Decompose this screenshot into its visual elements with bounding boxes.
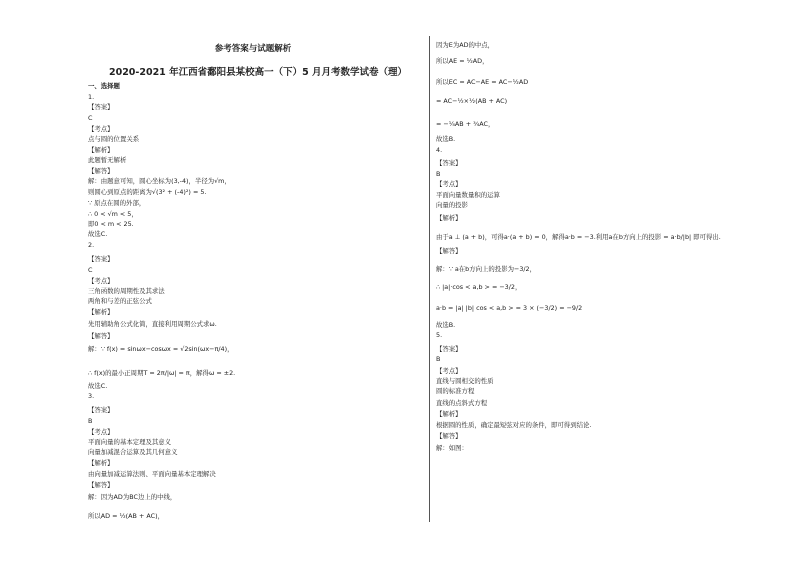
page-title: 参考答案与试题解析 [214, 44, 292, 54]
text-line: B [436, 170, 441, 178]
text-line: 故选C. [88, 230, 108, 238]
text-line: 根据圆的性质，确定最短弦对应的条件，即可得到结论. [436, 421, 592, 429]
text-line: 向量的投影 [436, 201, 468, 209]
text-line: 直线与圆相交的性质 [436, 377, 494, 385]
text-line: 所以EC = AC−AE = AC−½AD [436, 78, 529, 86]
text-line: 【考点】 [88, 277, 114, 285]
text-line: 【考点】 [436, 367, 462, 375]
text-line: 解：∵ a在b方向上的投影为−3/2， [436, 265, 537, 273]
text-line: C [88, 114, 93, 122]
text-line: 【解答】 [436, 247, 462, 255]
text-line: 则圆心到原点的距离为√(3² + (-4)²) = 5. [88, 188, 207, 196]
text-line: 解：∵ f(x) = sinωx−cosωx = √2sin(ωx−π/4)， [88, 345, 234, 353]
text-line: 5. [436, 331, 443, 339]
text-line: 三角函数的周期性及其求法 [88, 287, 165, 295]
text-line: 故选B. [436, 321, 456, 329]
text-line: 【解析】 [88, 146, 114, 154]
text-line: a·b = |a| |b| cos < a,b > = 3 × (−3/2) = −9/2 [436, 304, 583, 312]
text-line: 2. [88, 241, 95, 249]
text-line: 【解答】 [436, 432, 462, 440]
text-line: 平面向量的基本定理及其意义 [88, 438, 172, 446]
text-line: 【解答】 [88, 167, 114, 175]
text-line: B [436, 355, 441, 363]
text-line: 两角和与差的正弦公式 [88, 297, 152, 305]
text-line: 【考点】 [88, 428, 114, 436]
text-line: 【解析】 [436, 410, 462, 418]
text-line: 即0 < m < 25. [88, 220, 134, 228]
text-line: 【答案】 [436, 159, 462, 167]
text-line: = AC−½×½(AB + AC) [436, 97, 508, 105]
text-line: 【解答】 [88, 332, 114, 340]
text-line: 【解析】 [88, 308, 114, 316]
text-line: 一、选择题 [88, 82, 120, 90]
text-line: ∴ 0 < √m < 5， [88, 210, 138, 218]
text-line: 解：由题意可知，圆心坐标为(3,-4)，半径为√m， [88, 177, 231, 185]
text-line: 4. [436, 146, 443, 154]
text-line: 3. [88, 392, 95, 400]
text-line: 【答案】 [88, 103, 114, 111]
text-line: ∴ f(x)的最小正周期T = 2π/|ω| = π，解得ω = ±2. [88, 369, 236, 377]
text-line: 所以AE = ½AD， [436, 57, 489, 65]
text-line: 【考点】 [436, 180, 462, 188]
text-line: 由于a ⊥ (a + b)，可得a·(a + b) = 0，解得a·b = −3.利用a在b方向上的投影 = a·b/|b| 即可得出. [436, 233, 721, 241]
text-line: 解：因为AD为BC边上的中线， [88, 493, 177, 501]
text-line: 由向量加减运算法则、平面向量基本定理解决 [88, 470, 216, 478]
text-line: 故选B. [436, 135, 456, 143]
text-line: 向量加减混合运算及其几何意义 [88, 448, 178, 456]
text-line: = −¼AB + ¾AC， [436, 120, 495, 128]
text-line: 1. [88, 93, 95, 101]
text-line: 【答案】 [88, 255, 114, 263]
text-line: 【解析】 [88, 459, 114, 467]
text-line: 圆的标准方程 [436, 387, 475, 395]
text-line: 平面向量数量积的运算 [436, 191, 500, 199]
text-line: 【答案】 [88, 406, 114, 414]
text-line: B [88, 417, 93, 425]
column-divider [429, 36, 430, 522]
text-line: 【考点】 [88, 125, 114, 133]
text-line: 【答案】 [436, 345, 462, 353]
text-line: 所以AD = ½(AB + AC)， [88, 512, 164, 520]
text-line: 先用辅助角公式化简，直接利用周期公式求ω. [88, 320, 217, 328]
text-line: 因为E为AD的中点， [436, 41, 495, 49]
text-line: 点与圆的位置关系 [88, 135, 140, 143]
text-line: ∵ 原点在圆的外部， [88, 199, 146, 207]
text-line: 解：如图： [436, 444, 468, 452]
text-line: 此题暂无解析 [88, 156, 127, 164]
text-line: 【解析】 [436, 214, 462, 222]
text-line: 直线的点斜式方程 [436, 399, 488, 407]
exam-title: 2020-2021 年江西省鄱阳县某校高一（下）5 月月考数学试卷（理） [108, 67, 408, 78]
text-line: 【解答】 [88, 481, 114, 489]
text-line: C [88, 266, 93, 274]
text-line: ∴ |a|·cos < a,b > = −3/2， [436, 283, 522, 291]
text-line: 故选C. [88, 382, 108, 390]
